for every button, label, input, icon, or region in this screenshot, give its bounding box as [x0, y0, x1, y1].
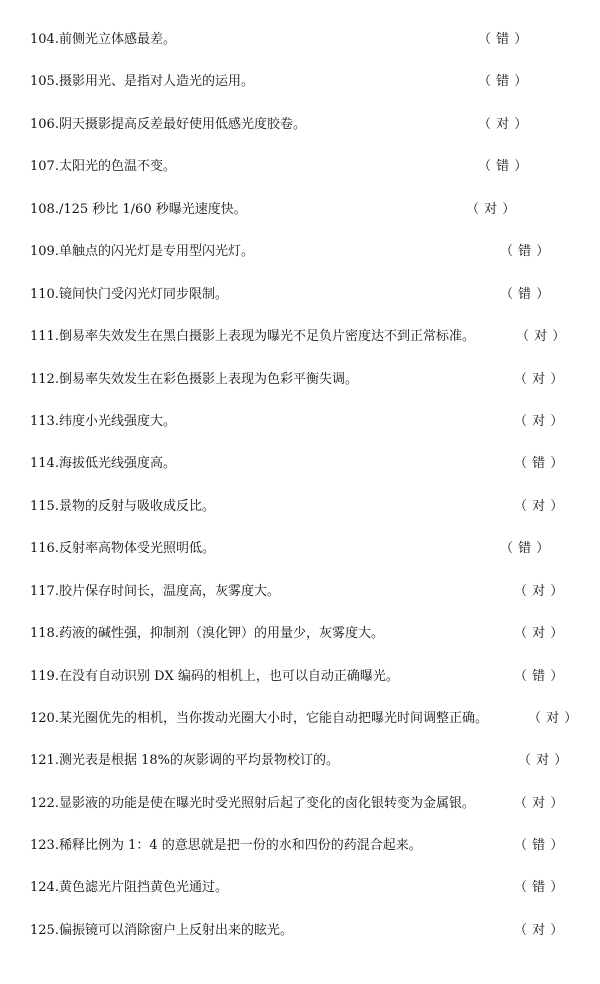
answer-mark: （ 错 ）	[514, 880, 564, 895]
question-item	[30, 581, 280, 603]
question-number: 123.	[30, 838, 59, 853]
answer-mark: （ 对 ）	[514, 796, 564, 811]
answer-mark: （ 对 ）	[516, 329, 566, 344]
question-text: 药液的碱性强，抑制剂（溴化钾）的用量少，灰雾度大。	[58, 626, 384, 641]
question-text: 阴天摄影提高反差最好使用低感光度胶卷。	[58, 117, 306, 132]
question-text: 倒易率失效发生在彩色摄影上表现为色彩平衡失调。	[58, 372, 358, 387]
question-item	[30, 835, 422, 857]
question-number: 113.	[30, 414, 59, 429]
question-number: 114.	[30, 456, 59, 471]
question-number: 125.	[30, 923, 59, 938]
question-number: 107.	[30, 159, 59, 174]
question-number: 111.	[30, 329, 59, 344]
question-number: 105.	[30, 74, 59, 89]
question-item	[30, 284, 228, 306]
question-text: 测光表是根据 18%的灰影调的平均景物校订的。	[58, 753, 339, 768]
question-text: 某光圈优先的相机，当你拨动光圈大小时，它能自动把曝光时间调整正确。	[58, 711, 488, 726]
question-item	[30, 623, 384, 645]
question-number: 110.	[30, 287, 59, 302]
question-item	[30, 877, 228, 899]
question-number: 124.	[30, 880, 59, 895]
answer-mark: （ 错 ）	[500, 287, 550, 302]
question-item	[30, 793, 475, 815]
answer-mark: （ 对 ）	[514, 923, 564, 938]
question-text: 海拔低光线强度高。	[58, 456, 176, 471]
question-item	[30, 114, 306, 136]
question-text: 太阳光的色温不变。	[58, 159, 176, 174]
question-number: 116.	[30, 541, 59, 556]
question-item	[30, 241, 254, 263]
question-number: 118.	[30, 626, 59, 641]
question-text: 纬度小光线强度大。	[58, 414, 176, 429]
answer-mark: （ 对 ）	[518, 753, 568, 768]
answer-mark: （ 错 ）	[500, 541, 550, 556]
question-text: 反射率高物体受光照明低。	[58, 541, 215, 556]
answer-mark: （ 对 ）	[466, 202, 516, 217]
answer-mark: （ 错 ）	[514, 838, 564, 853]
answer-mark: （ 对 ）	[514, 626, 564, 641]
question-text: 偏振镜可以消除窗户上反射出来的眩光。	[58, 923, 293, 938]
question-text: 显影液的功能是使在曝光时受光照射后起了变化的卤化银转变为金属银。	[58, 796, 475, 811]
question-number: 104.	[30, 32, 59, 47]
question-text: 单触点的闪光灯是专用型闪光灯。	[58, 244, 254, 259]
answer-mark: （ 错 ）	[500, 244, 550, 259]
question-text: 镜间快门受闪光灯同步限制。	[58, 287, 228, 302]
answer-mark: （ 错 ）	[478, 32, 528, 47]
question-item	[30, 453, 176, 475]
question-item	[30, 496, 215, 518]
question-number: 119.	[30, 669, 59, 684]
answer-mark: （ 对 ）	[478, 117, 528, 132]
answer-mark: （ 错 ）	[514, 669, 564, 684]
answer-mark: （ 对 ）	[514, 499, 564, 514]
question-item	[30, 29, 176, 51]
question-item	[30, 71, 254, 93]
question-text: 稀释比例为 1：4 的意思就是把一份的水和四份的药混合起来。	[58, 838, 422, 853]
question-text: 胶片保存时间长，温度高，灰雾度大。	[58, 584, 280, 599]
question-text: 倒易率失效发生在黑白摄影上表现为曝光不足负片密度达不到正常标准。	[58, 329, 475, 344]
answer-mark: （ 对 ）	[514, 372, 564, 387]
question-item	[30, 369, 358, 391]
question-item	[30, 920, 293, 942]
question-item	[30, 750, 339, 772]
question-item	[30, 156, 176, 178]
question-number: 112.	[30, 372, 59, 387]
answer-mark: （ 错 ）	[514, 456, 564, 471]
question-item	[30, 538, 215, 560]
question-item	[30, 411, 176, 433]
question-text: 景物的反射与吸收成反比。	[58, 499, 215, 514]
answer-mark: （ 对 ）	[514, 584, 564, 599]
answer-mark: （ 错 ）	[478, 159, 528, 174]
question-number: 121.	[30, 753, 59, 768]
question-number: 106.	[30, 117, 59, 132]
answer-mark: （ 对 ）	[514, 414, 564, 429]
question-number: 109.	[30, 244, 59, 259]
question-text: 在没有自动识别 DX 编码的相机上，也可以自动正确曝光。	[58, 669, 399, 684]
question-text: 摄影用光、是指对人造光的运用。	[58, 74, 254, 89]
question-item	[30, 708, 488, 730]
question-number: 108.	[30, 202, 59, 217]
question-text: 前侧光立体感最差。	[58, 32, 176, 47]
question-item	[30, 666, 399, 688]
question-item	[30, 326, 475, 348]
question-number: 122.	[30, 796, 59, 811]
question-item	[30, 199, 247, 221]
question-text: /125 秒比 1/60 秒曝光速度快。	[58, 202, 247, 217]
question-number: 120.	[30, 711, 59, 726]
question-text: 黄色滤光片阻挡黄色光通过。	[58, 880, 228, 895]
answer-mark: （ 错 ）	[478, 74, 528, 89]
question-number: 115.	[30, 499, 59, 514]
answer-mark: （ 对 ）	[528, 711, 578, 726]
question-number: 117.	[30, 584, 59, 599]
